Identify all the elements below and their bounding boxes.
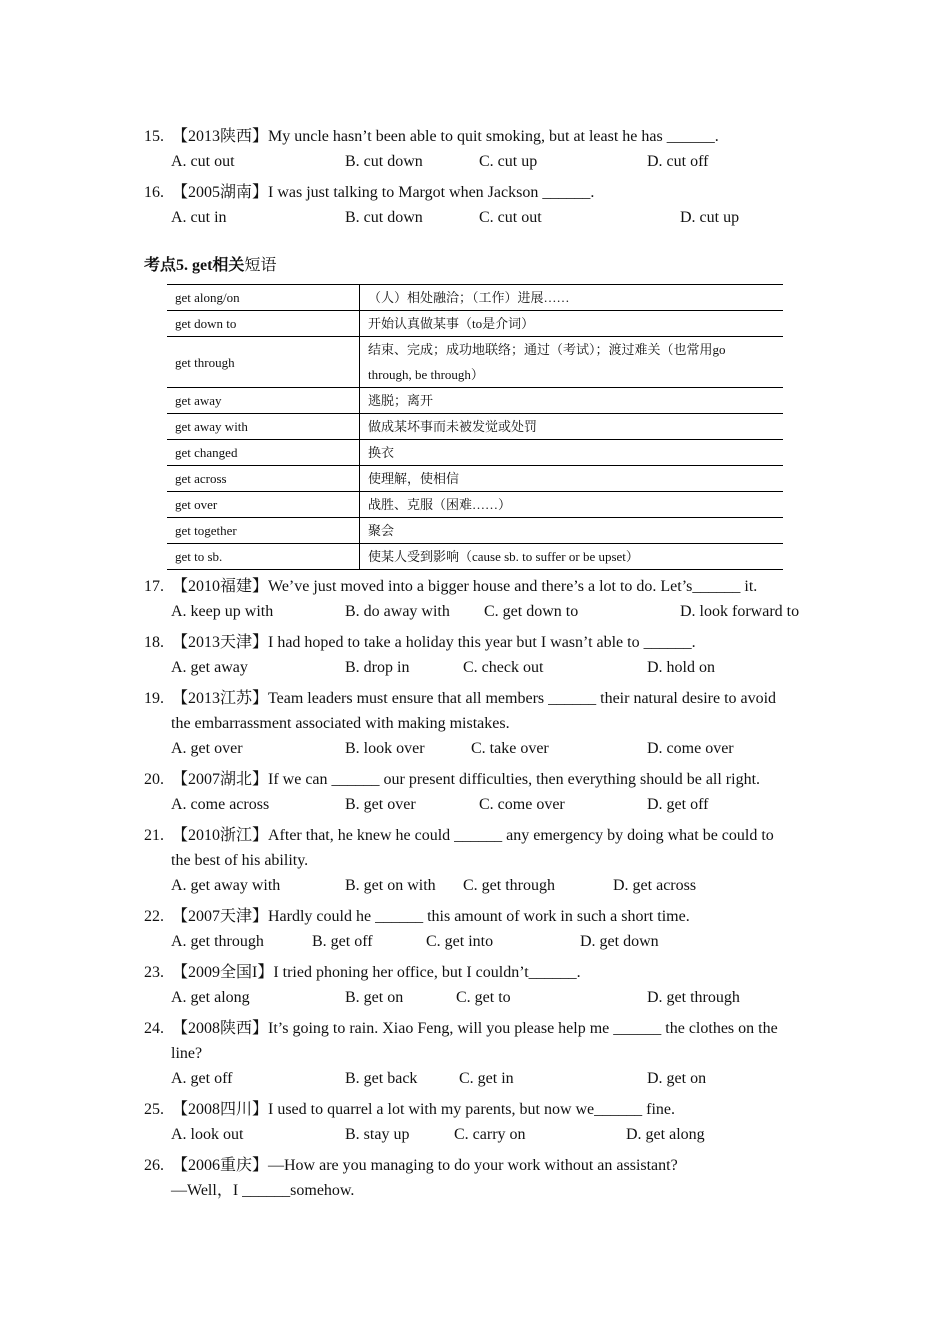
question-15: [144, 127, 719, 147]
option-c: C. take over: [471, 740, 549, 757]
option-d: D. get across: [613, 877, 697, 894]
question-number: 16.: [144, 184, 164, 201]
phrase-table: [167, 284, 783, 570]
option-b: B. cut down: [345, 153, 423, 170]
table-row: [167, 492, 783, 518]
option-d: D. get off: [647, 796, 709, 813]
table-row: [167, 388, 783, 414]
phrase-cell: get away with: [167, 414, 360, 440]
option-d: D. come over: [647, 740, 734, 757]
question-25: [144, 1100, 676, 1120]
meaning-line-2: through, be through）: [368, 367, 484, 382]
table-row: [167, 337, 783, 388]
table-row: [167, 414, 783, 440]
question-24: [144, 1019, 778, 1039]
question-number: 18.: [144, 634, 164, 651]
question-17: [144, 577, 758, 597]
option-d: D. get down: [580, 933, 659, 950]
phrase-cell: get over: [167, 492, 360, 518]
option-c: C. carry on: [454, 1126, 526, 1143]
question-stem: 【2008四川】I used to quarrel a lot with my parents, but now we______ fine.: [172, 1101, 676, 1118]
option-d: D. cut off: [647, 153, 709, 170]
question-stem: 【2007湖北】If we can ______ our present difficulties, then everything should be all right.: [172, 771, 761, 788]
meaning-cell: 聚会: [360, 518, 784, 544]
option-a: A. come across: [171, 796, 270, 813]
question-number: 15.: [144, 128, 164, 145]
question-stem: 【2009全国I】I tried phoning her office, but I couldn’t______.: [172, 964, 581, 981]
option-a: A. get away with: [171, 877, 281, 894]
phrase-cell: get to sb.: [167, 544, 360, 570]
option-a: A. get along: [171, 989, 250, 1006]
option-b: B. stay up: [345, 1126, 410, 1143]
question-number: 17.: [144, 578, 164, 595]
option-b: B. get off: [312, 933, 373, 950]
phrase-cell: get changed: [167, 440, 360, 466]
question-number: 22.: [144, 908, 164, 925]
option-b: B. get over: [345, 796, 416, 813]
table-row: [167, 544, 783, 570]
option-c: C. cut out: [479, 209, 542, 226]
question-stem: 【2010浙江】After that, he knew he could ______ any emergency by doing what be could to: [172, 827, 774, 844]
table-row: [167, 518, 783, 544]
option-a: A. keep up with: [171, 603, 274, 620]
question-21-stem-continued: the best of his ability.: [171, 852, 309, 869]
phrase-cell: get away: [167, 388, 360, 414]
option-b: B. get on with: [345, 877, 436, 894]
option-a: A. get off: [171, 1070, 233, 1087]
option-c: C. get in: [459, 1070, 514, 1087]
meaning-cell: 换衣: [360, 440, 784, 466]
question-20: [144, 770, 761, 790]
question-23: [144, 963, 581, 983]
option-d: D. get along: [626, 1126, 705, 1143]
section-title-bold: 考点5. get相关: [144, 257, 245, 274]
question-19: [144, 689, 777, 709]
question-stem: 【2008陕西】It’s going to rain. Xiao Feng, will you please help me ______ the clothes on the: [172, 1020, 778, 1037]
meaning-cell: 使某人受到影响（cause sb. to suffer or be upset）: [360, 544, 784, 570]
meaning-cell: （人）相处融洽；（工作）进展……: [360, 285, 784, 311]
phrase-cell: get along/on: [167, 285, 360, 311]
option-d: D. get through: [647, 989, 740, 1006]
question-21: [144, 826, 774, 846]
question-19-stem-continued: the embarrassment associated with making mistakes.: [171, 715, 510, 732]
question-number: 23.: [144, 964, 164, 981]
question-24-stem-continued: line?: [171, 1045, 203, 1062]
meaning-cell: [360, 337, 784, 388]
meaning-cell: 战胜、克服（困难……）: [360, 492, 784, 518]
meaning-cell: 开始认真做某事（to是介词）: [360, 311, 784, 337]
option-c: C. get into: [426, 933, 494, 950]
question-22: [144, 907, 690, 927]
phrase-cell: get together: [167, 518, 360, 544]
option-b: B. cut down: [345, 209, 423, 226]
option-b: B. get back: [345, 1070, 418, 1087]
question-26-reply: —Well，I ______somehow.: [171, 1182, 355, 1199]
option-a: A. cut out: [171, 153, 235, 170]
option-b: B. look over: [345, 740, 425, 757]
table-row: [167, 285, 783, 311]
option-d: D. get on: [647, 1070, 707, 1087]
phrase-cell: get down to: [167, 311, 360, 337]
option-c: C. cut up: [479, 153, 538, 170]
question-stem: 【2006重庆】—How are you managing to do your work without an assistant?: [172, 1157, 678, 1174]
section-title: [144, 252, 276, 275]
question-26: [144, 1156, 678, 1176]
table-row: [167, 311, 783, 337]
meaning-line-1: 结束、完成；成功地联络；通过（考试）；渡过难关（也常用go: [368, 342, 726, 357]
question-stem: 【2013天津】I had hoped to take a holiday this year but I wasn’t able to ______.: [172, 634, 696, 651]
question-stem: 【2010福建】We’ve just moved into a bigger house and there’s a lot to do. Let’s______ it.: [172, 578, 758, 595]
option-c: C. get to: [456, 989, 511, 1006]
option-c: C. get through: [463, 877, 555, 894]
table-row: [167, 466, 783, 492]
option-c: C. come over: [479, 796, 565, 813]
question-18: [144, 633, 696, 653]
question-number: 25.: [144, 1101, 164, 1118]
option-b: B. get on: [345, 989, 404, 1006]
meaning-cell: 做成某坏事而未被发觉或处罚: [360, 414, 784, 440]
option-c: C. get down to: [484, 603, 579, 620]
meaning-cell: 逃脱；离开: [360, 388, 784, 414]
option-a: A. look out: [171, 1126, 244, 1143]
option-a: A. get over: [171, 740, 243, 757]
question-number: 21.: [144, 827, 164, 844]
option-b: B. drop in: [345, 659, 410, 676]
option-a: A. get away: [171, 659, 248, 676]
question-stem: 【2007天津】Hardly could he ______ this amount of work in such a short time.: [172, 908, 690, 925]
question-stem: 【2013江苏】Team leaders must ensure that all members ______ their natural desire to avoid: [172, 690, 777, 707]
section-title-normal: 短语: [244, 257, 277, 274]
question-number: 24.: [144, 1020, 164, 1037]
question-number: 20.: [144, 771, 164, 788]
option-a: A. get through: [171, 933, 264, 950]
meaning-cell: 使理解，使相信: [360, 466, 784, 492]
phrase-cell: get through: [167, 337, 360, 388]
question-number: 26.: [144, 1157, 164, 1174]
option-b: B. do away with: [345, 603, 450, 620]
phrase-cell: get across: [167, 466, 360, 492]
question-stem: 【2005湖南】I was just talking to Margot when Jackson ______.: [172, 184, 595, 201]
option-c: C. check out: [463, 659, 544, 676]
option-d: D. look forward to: [680, 603, 800, 620]
question-number: 19.: [144, 690, 164, 707]
option-d: D. cut up: [680, 209, 740, 226]
table-row: [167, 440, 783, 466]
option-a: A. cut in: [171, 209, 227, 226]
question-16: [144, 183, 595, 203]
option-d: D. hold on: [647, 659, 715, 676]
question-stem: 【2013陕西】My uncle hasn’t been able to quit smoking, but at least he has ______.: [172, 128, 719, 145]
